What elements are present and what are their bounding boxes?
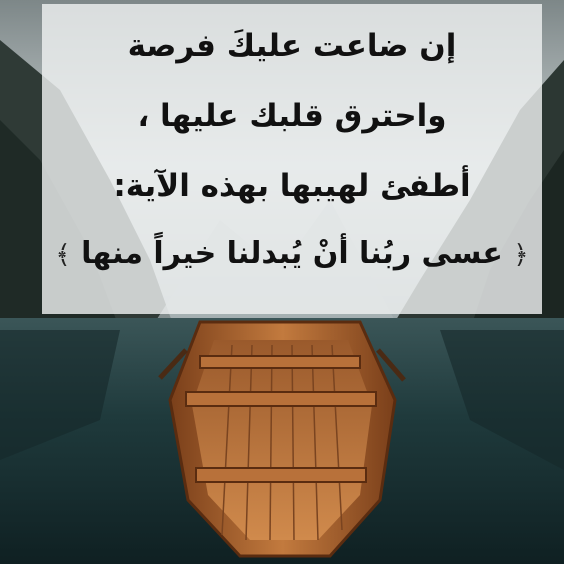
quran-verse-line <box>42 234 542 275</box>
verse-close-ornament: ﴾ <box>55 240 71 270</box>
verse-open-ornament: ﴿ <box>513 240 529 270</box>
quote-line-2: واحترق قلبك عليها ، <box>137 98 447 134</box>
quote-line-3: أطفئ لهيبها بهذه الآية: <box>113 168 471 204</box>
quran-verse: عسى ربُنا أنْ يُبدلنا خيراً منها <box>81 236 503 271</box>
quote-panel <box>42 4 542 314</box>
quote-line-1: إن ضاعت عليكَ فرصة <box>127 28 457 64</box>
